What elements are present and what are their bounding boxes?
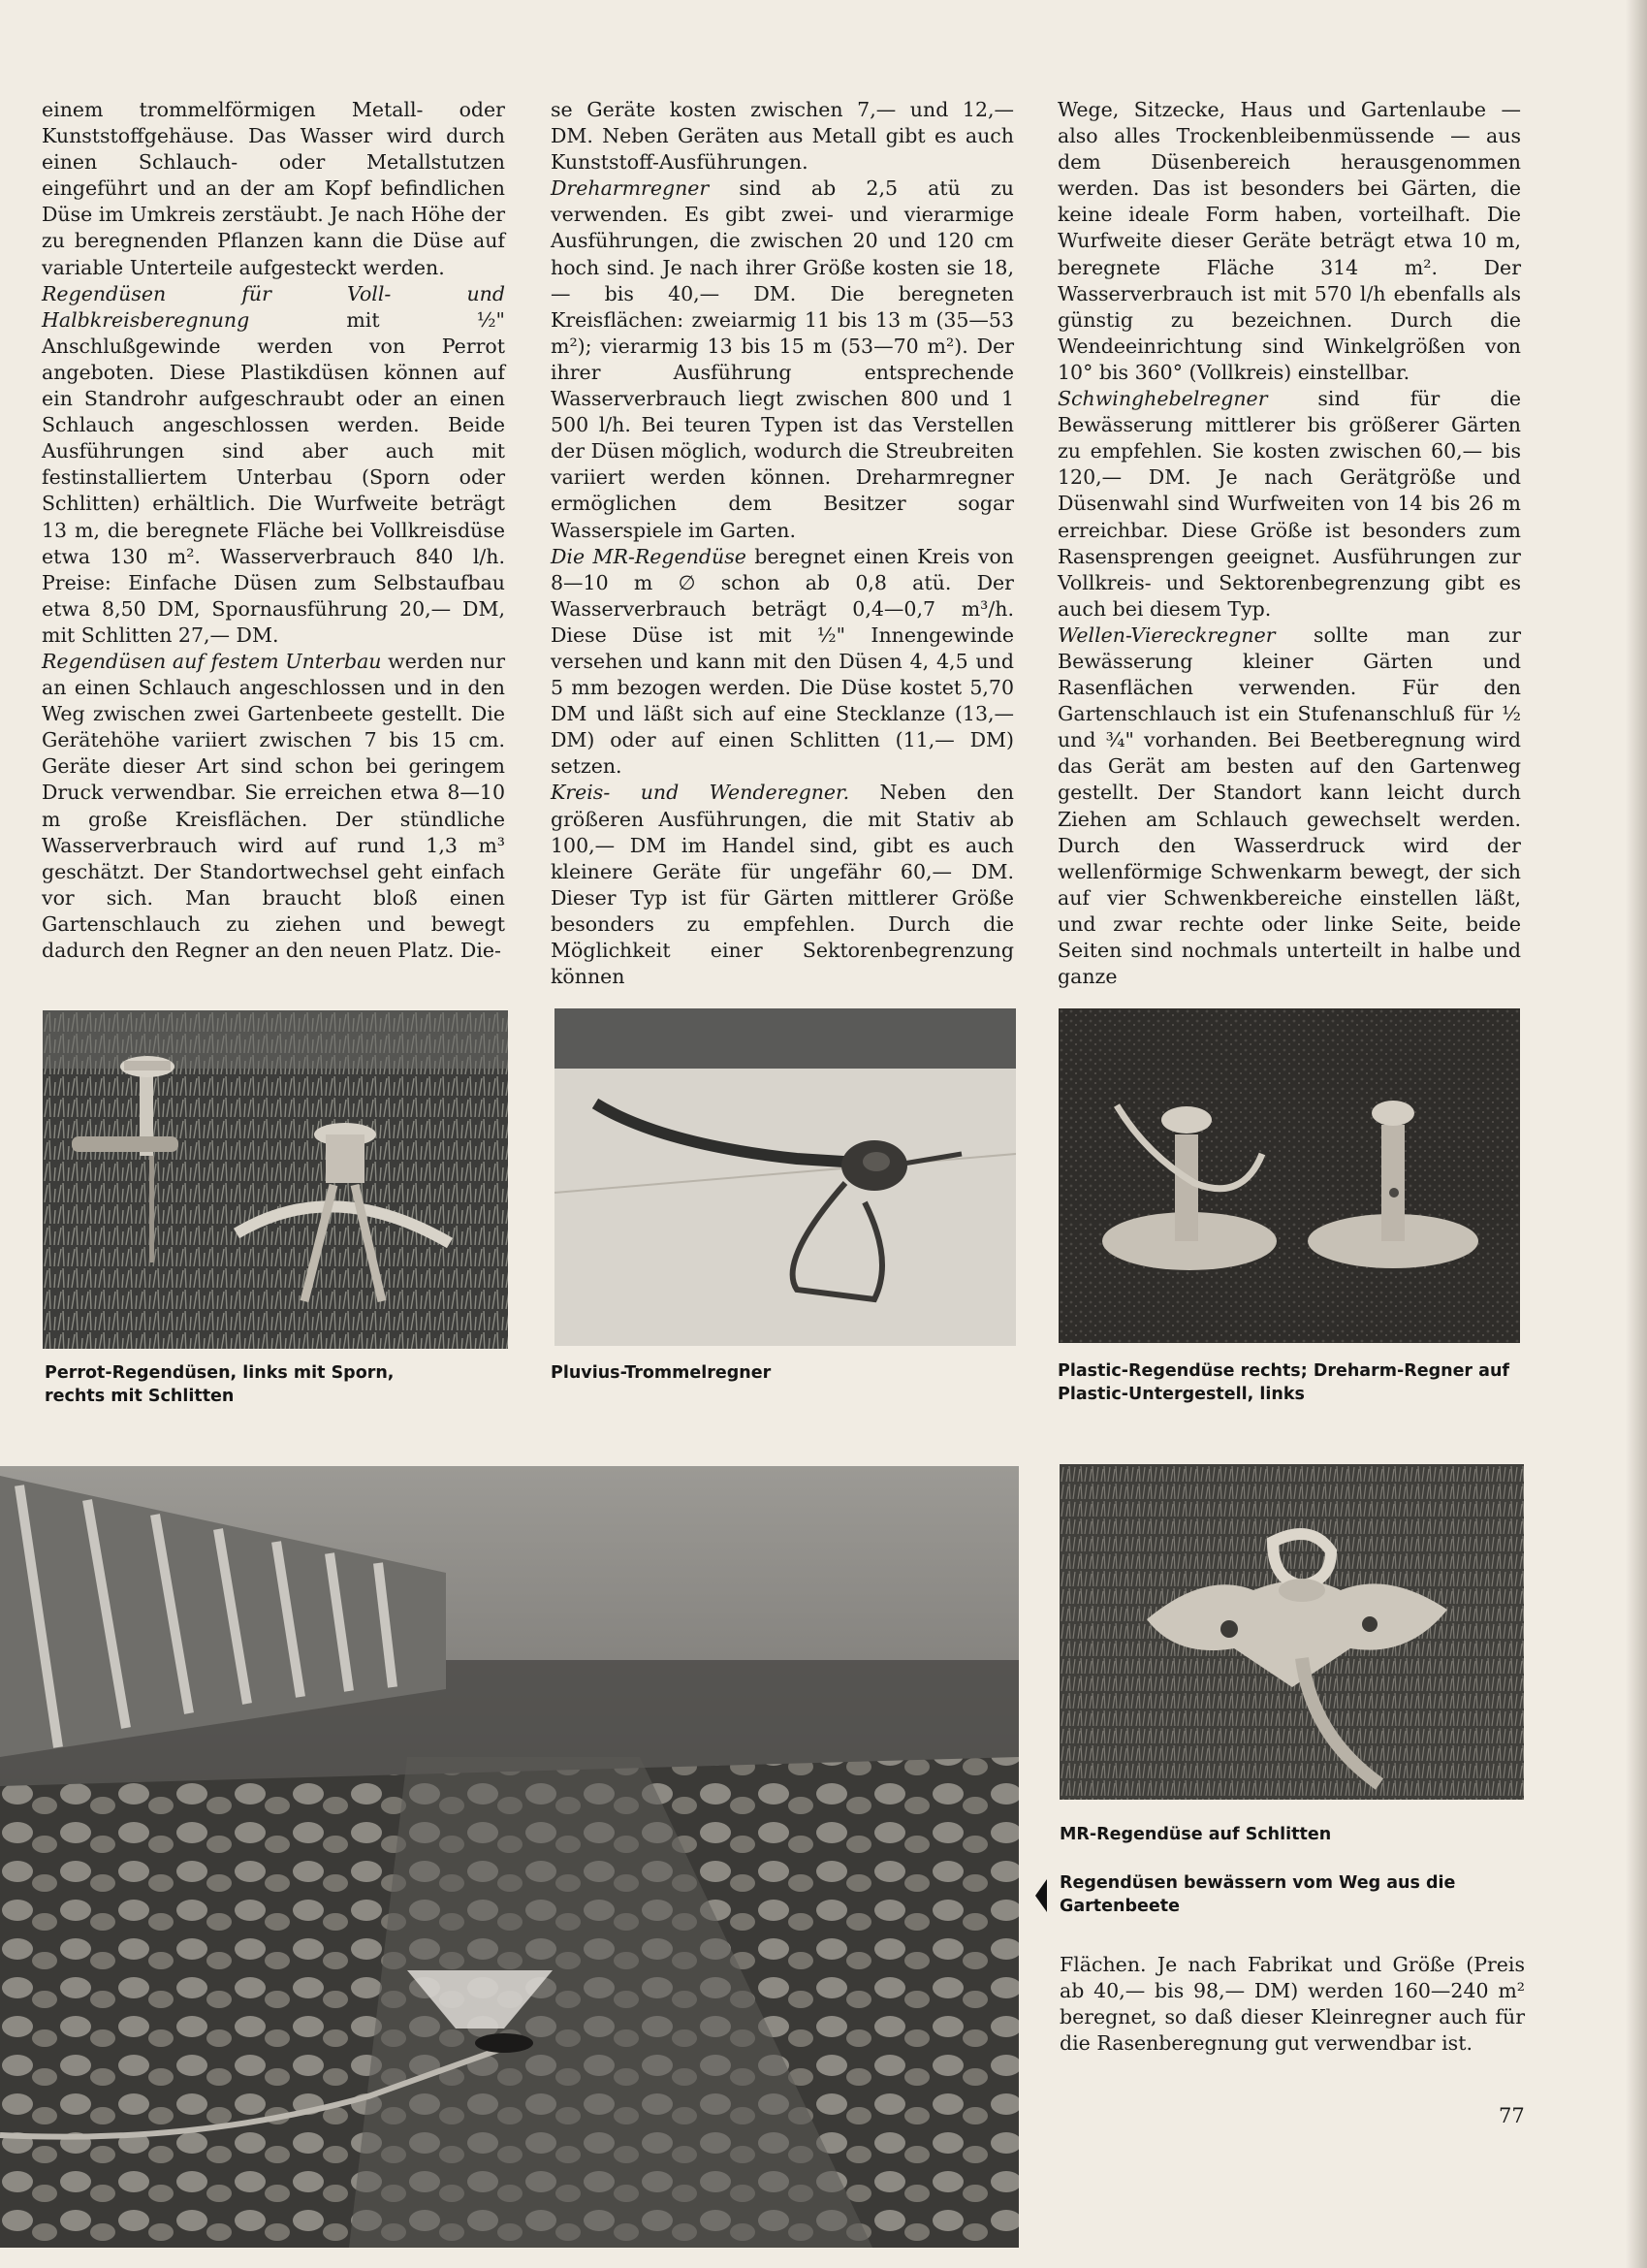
paragraph: Kreis- und Wenderegner. Neben den größeren Ausführungen, die mit Stativ ab 100,— DM im Handel sind, gibt es auch kleinere Geräte für ungefähr 60,— DM. Dieser Typ ist für Gärten mittlerer Größe besonders zu empfehlen. Durch die Möglichkeit einer Sektorenbegrenzung können bbox=[551, 781, 1014, 989]
photo-perrot-regenduesen bbox=[43, 1010, 508, 1349]
paragraph: Schwinghebelregner sind für die Bewässerung mittlerer bis größerer Gärten zu empfehlen. Sie kosten zwischen 60,— bis 120,— DM. Je nach Gerätgröße und Düsenwahl sind Wurfweiten von 14 bis 26 m erreichbar. Diese Größe ist besonders zum Rasensprengen geeignet. Ausführungen zur Vollkreis- und Sektorenbegrenzung gibt es auch bei diesem Typ. bbox=[1058, 387, 1521, 621]
paragraph: se Geräte kosten zwischen 7,— und 12,— DM. Neben Geräten aus Metall gibt es auch Kunststoff-Ausführungen. bbox=[551, 98, 1014, 175]
paragraph: Regendüsen auf festem Unterbau werden nur an einen Schlauch angeschlossen und in den Weg zwischen zwei Gartenbeete gestellt. Die Gerätehöhe variiert zwischen 7 bis 15 cm. Geräte dieser Art sind schon bei geringem Druck verwendbar. Sie erreichen etwa 8—10 m große Kreisflächen. Der stündliche Wasserverbrauch wird auf rund 1,3 m³ geschätzt. Der Standortwechsel geht einfach vor sich. Man braucht bloß einen Gartenschlauch zu ziehen und bewegt dadurch den Regner an den neuen Platz. Die- bbox=[42, 649, 505, 962]
paragraph: Die MR-Regendüse beregnet einen Kreis von 8—10 m ∅ schon ab 0,8 atü. Der Wasserverbrauch beträgt 0,4—0,7 m³/h. Diese Düse ist mit ½" Innengewinde versehen und kann mit den Düsen 4, 4,5 und 5 mm bezogen werden. Die Düse kostet 5,70 DM und läßt sich auf eine Stecklanze (13,— DM) oder auf einen Schlitten (11,— DM) setzen. bbox=[551, 544, 1014, 779]
paragraph: Wellen-Viereckregner sollte man zur Bewässerung kleiner Gärten und Rasenflächen verwenden. Für den Gartenschlauch ist ein Stufenanschluß für ½ und ¾" vorhanden. Bei Beetberegnung wird das Gerät am besten auf den Gartenweg gestellt. Der Standort kann leicht durch Ziehen am Schlauch gewechselt werden. Durch den Wasserdruck wird der wellenförmige Schwenkarm bewegt, der sich auf vier Schwenkbereiche einstellen läßt, und zwar rechte oder linke Seite, beide Seiten sind nochmals unterteilt in halbe und ganze bbox=[1058, 623, 1521, 989]
run-in-heading: Regendüsen auf festem Unterbau bbox=[42, 649, 382, 673]
photo-pluvius-trommelregner bbox=[554, 1008, 1016, 1346]
paragraph: Regendüsen für Voll- und Halbkreisberegnung mit ½" Anschlußgewinde werden von Perrot angeboten. Diese Plastikdüsen können auf ein Standrohr aufgeschraubt oder an einen Schlauch angeschlossen werden. Beide Ausführungen sind aber auch mit festinstalliertem Unterbau (Sporn oder Schlitten) erhältlich. Die Wurfweite beträgt 13 m, die beregnete Fläche bei Vollkreisdüse etwa 130 m². Wasserverbrauch 840 l/h. Preise: Einfache Düsen zum Selbstaufbau etwa 8,50 DM, Spornausführung 20,— DM, mit Schlitten 27,— DM. bbox=[42, 281, 505, 647]
run-in-heading: Kreis- und Wenderegner. bbox=[551, 781, 850, 805]
caption-perrot: Perrot-Regendüsen, links mit Sporn, rechts mit Schlitten bbox=[45, 1363, 395, 1406]
run-in-heading: Regendüsen für Voll- und Halbkreisberegnung bbox=[42, 281, 505, 332]
run-in-heading: Schwinghebelregner bbox=[1058, 387, 1268, 411]
photo-gartenbeete-beregnung bbox=[0, 1466, 1019, 2248]
page-edge-shadow bbox=[1626, 0, 1647, 2268]
caption-gartenbeete: Regendüsen bewässern vom Weg aus die Gartenbeete bbox=[1060, 1873, 1456, 1916]
run-in-heading: Wellen-Viereckregner bbox=[1058, 623, 1276, 647]
caption-plastic: Plastic-Regendüse rechts; Dreharm-Regner auf Plastic-Untergestell, links bbox=[1058, 1361, 1510, 1404]
continuation-paragraph: Flächen. Je nach Fabrikat und Größe (Preis ab 40,— bis 98,— DM) werden 160—240 m² beregnet, so daß dieser Kleinregner auch für die Rasenberegnung gut verwendbar ist. bbox=[1060, 1953, 1525, 2055]
pointer-arrow-icon bbox=[1035, 1879, 1047, 1912]
text-column-2 bbox=[551, 97, 1014, 990]
paragraph: Wege, Sitzecke, Haus und Gartenlaube — also alles Trockenbleibenmüssende — aus dem Düsenbereich herausgenommen werden. Das ist besonders bei Gärten, die keine ideale Form haben, vorteilhaft. Die Wurfweite dieser Geräte beträgt etwa 10 m, beregnete Fläche 314 m². Der Wasserverbrauch ist mit 570 l/h ebenfalls als günstig zu bezeichnen. Durch die Wendeeinrichtung sind Winkelgrößen von 10° bis 360° (Vollkreis) einstellbar. bbox=[1058, 98, 1521, 384]
page-number: 77 bbox=[1499, 2104, 1525, 2127]
run-in-heading: Die MR-Regendüse bbox=[551, 544, 746, 568]
caption-mr: MR-Regendüse auf Schlitten bbox=[1060, 1825, 1332, 1844]
photo-plastic-regenduese bbox=[1059, 1008, 1520, 1343]
run-in-heading: Dreharmregner bbox=[551, 176, 710, 201]
photo-mr-regenduese bbox=[1060, 1464, 1524, 1800]
paragraph: einem trommelförmigen Metall- oder Kunststoffgehäuse. Das Wasser wird durch einen Schlauch- oder Metallstutzen eingeführt und an der am Kopf befindlichen Düse im Umkreis zerstäubt. Je nach Höhe der zu beregnenden Pflanzen kann die Düse auf variable Unterteile aufgesteckt werden. bbox=[42, 98, 505, 279]
text-column-1 bbox=[42, 97, 505, 964]
text-column-3 bbox=[1058, 97, 1521, 990]
caption-pluvius: Pluvius-Trommelregner bbox=[551, 1363, 772, 1383]
paragraph: Dreharmregner sind ab 2,5 atü zu verwenden. Es gibt zwei- und vierarmige Ausführungen, die zwischen 20 und 120 cm hoch sind. Je nach ihrer Größe kosten sie 18,— bis 40,— DM. Die beregneten Kreisflächen: zweiarmig 11 bis 13 m (35—53 m²); vierarmig 13 bis 15 m (53—70 m²). Der ihrer Ausführung entsprechende Wasserverbrauch liegt zwischen 800 und 1 500 l/h. Bei teuren Typen ist das Verstellen der Düsen möglich, wodurch die Streubreiten variiert werden können. Dreharmregner ermöglichen dem Besitzer sogar Wasserspiele im Garten. bbox=[551, 176, 1014, 542]
